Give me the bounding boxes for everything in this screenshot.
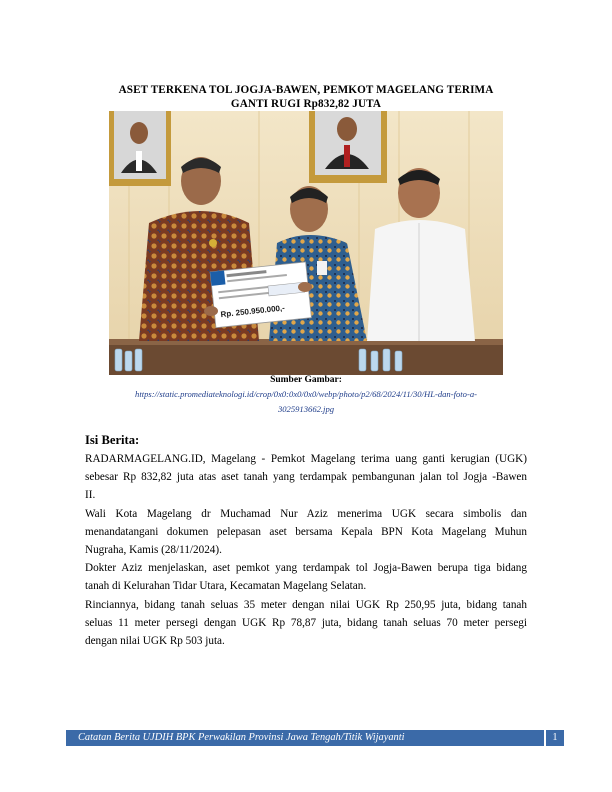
article-line: sebesar Rp 832,82 juta atas aset tanah yang terdampak pembangunan jalan tol Jogja -Bawen [85, 471, 527, 484]
article-line: menandatangani dokumen pelepasan aset bersama Kepala BPN Kota Magelang Muhun [85, 525, 527, 538]
article-line: Rinciannya, bidang tanah seluas 35 meter dengan nilai UGK Rp 250,95 juta, bidang tanah [85, 598, 527, 611]
article-line: II. [85, 489, 96, 502]
article-line: Dokter Aziz menjelaskan, aset pemkot yang terdampak tol Jogja-Bawen berupa tiga bidang [85, 562, 527, 575]
page-number: 1 [552, 732, 558, 743]
title-line-2: GANTI RUGI Rp832,82 JUTA [230, 98, 382, 110]
article-line: RADARMAGELANG.ID, Magelang - Pemkot Magelang terima uang ganti kerugian (UGK) [85, 453, 527, 465]
title-line-1: ASET TERKENA TOL JOGJA-BAWEN, PEMKOT MAGELANG TERIMA [118, 84, 494, 96]
article-line: tanah di Kelurahan Tidar Utara, Kecamatan Magelang Selatan. [85, 580, 367, 593]
image-source-url-line-1[interactable]: https://static.promediateknologi.id/crop/0x0:0x0/0x0/webp/photo/p2/68/2024/11/30/HL-dan-foto-a- [135, 389, 477, 399]
article-line: Nugraha, Kamis (28/11/2024). [85, 544, 222, 557]
article-line: dengan nilai UGK Rp 503 juta. [85, 635, 225, 648]
page-footer [66, 730, 564, 746]
board-amount-text: Rp. 250.950.000,- [220, 303, 286, 320]
article-body [85, 450, 527, 650]
document-title [90, 83, 522, 111]
image-source-url[interactable] [100, 387, 512, 417]
image-source-url-line-2[interactable]: 3025913662.jpg [277, 404, 335, 414]
article-line: seluas 11 meter persegi dengan UGK Rp 78,87 juta, bidang tanah seluas 70 meter persegi [85, 616, 527, 629]
article-line: Wali Kota Magelang dr Muchamad Nur Aziz menerima UGK secara simbolis dan [85, 507, 527, 520]
news-photo [109, 111, 503, 375]
image-source-label: Sumber Gambar: [270, 375, 342, 385]
footer-text: Catatan Berita UJDIH BPK Perwakilan Provinsi Jawa Tengah/Titik Wijayanti [78, 732, 405, 743]
article-heading: Isi Berita: [85, 433, 140, 447]
